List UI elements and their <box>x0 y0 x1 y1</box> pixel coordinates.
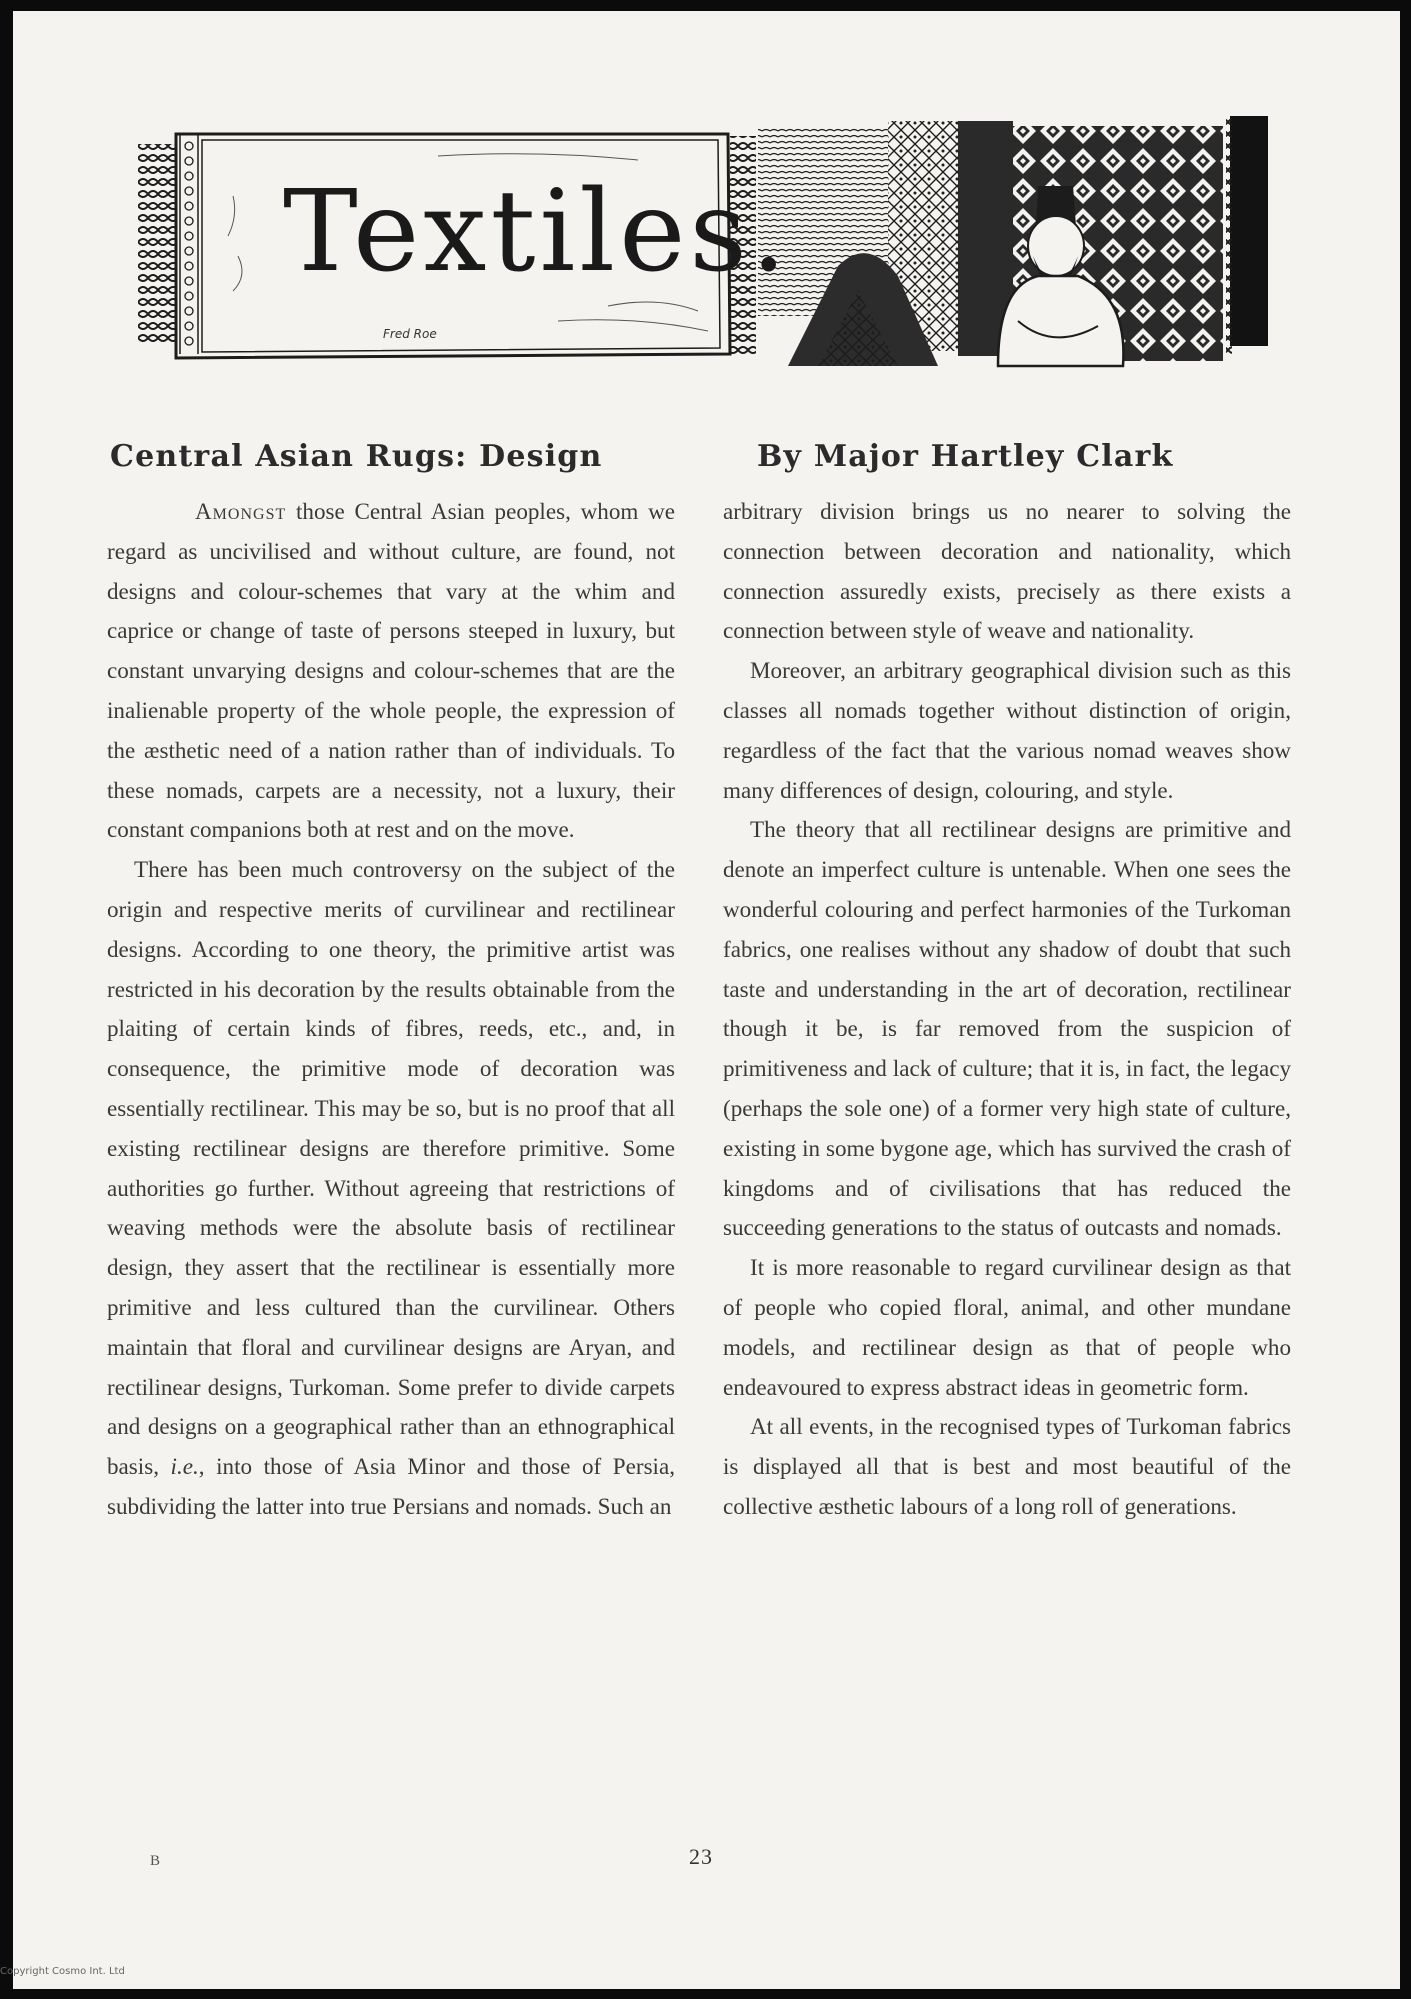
textiles-banner-illustration <box>138 116 1298 369</box>
magazine-page <box>13 11 1400 1989</box>
paragraph: arbitrary division brings us no nearer to solving the connection between decoration and nationality, which connection assuredly exists, precisely as there exists a connection between style of weave and nationality. <box>723 498 1291 644</box>
paragraph: It is more reasonable to regard curvilinear design as that of people who copied floral, animal, and other mundane models, and rectilinear design as that of people who endeavoured to express abstract ideas in geometric form. <box>723 1254 1291 1400</box>
paragraph <box>107 492 675 850</box>
right-column <box>723 492 1291 1527</box>
drop-word: Amongst <box>195 498 287 524</box>
artist-signature: Fred Roe <box>383 327 437 341</box>
page-number: 23 <box>689 1844 713 1869</box>
banner-title: Textiles. <box>283 167 791 297</box>
abbreviation: i.e. <box>170 1453 199 1480</box>
paragraph: Moreover, an arbitrary geographical division such as this classes all nomads together without distinction of origin, regardless of the fact that the various nomad weaves show many differences of design, colouring, and style. <box>723 657 1291 803</box>
paragraph-text: those Central Asian peoples, whom we regard as uncivilised and without culture, are found, not designs and colour-schemes that vary at the whim and caprice or change of taste of persons steeped in luxury, but constant unvarying designs and colour-schemes that are the inalienable property of the whole people, the expression of the æsthetic need of a nation rather than of individuals. To these nomads, carpets are a necessity, not a luxury, their constant companions both at rest and on the move. <box>107 498 675 843</box>
paragraph-text: , into those of Asia Minor and those of Persia, subdividing the latter into true Persians and nomads. Such an <box>107 1453 675 1519</box>
article-byline: By Major Hartley Clark <box>757 439 1174 474</box>
copyright-notice: Copyright Cosmo Int. Ltd <box>0 1966 125 1977</box>
article-title: Central Asian Rugs: Design <box>110 439 603 474</box>
left-column <box>107 492 675 1527</box>
paragraph <box>107 850 675 1527</box>
paragraph: At all events, in the recognised types of Turkoman fabrics is displayed all that is best and most beautiful of the collective æsthetic labours of a long roll of generations. <box>723 1413 1291 1519</box>
paragraph: The theory that all rectilinear designs are primitive and denote an imperfect culture is untenable. When one sees the wonderful colouring and perfect harmonies of the Turkoman fabrics, one realises without any shadow of doubt that such taste and understanding in the art of decoration, rectilinear though it be, is far removed from the suspicion of primitiveness and lack of culture; that it is, in fact, the legacy (perhaps the sole one) of a former very high state of culture, existing in some bygone age, which has survived the crash of kingdoms and of civilisations that has reduced the succeeding generations to the status of outcasts and nomads. <box>723 816 1291 1241</box>
paragraph-text: There has been much controversy on the subject of the origin and respective merits of curvilinear and rectilinear designs. According to one theory, the primitive artist was restricted in his decoration by the results obtainable from the plaiting of certain kinds of fibres, reeds, etc., and, in consequence, the primitive mode of decoration was essentially rectilinear. This may be so, but is no proof that all existing rectilinear designs are therefore primitive. Some authorities go further. Without agreeing that restrictions of weaving methods were the absolute basis of rectilinear design, they assert that the rectilinear is essentially more primitive and less cultured than the curvilinear. Others maintain that floral and curvilinear designs are Aryan, and rectilinear designs, Turkoman. Some prefer to divide carpets and designs on a geographical rather than an ethnographical basis, <box>107 856 675 1480</box>
signature-mark: B <box>150 1853 161 1869</box>
